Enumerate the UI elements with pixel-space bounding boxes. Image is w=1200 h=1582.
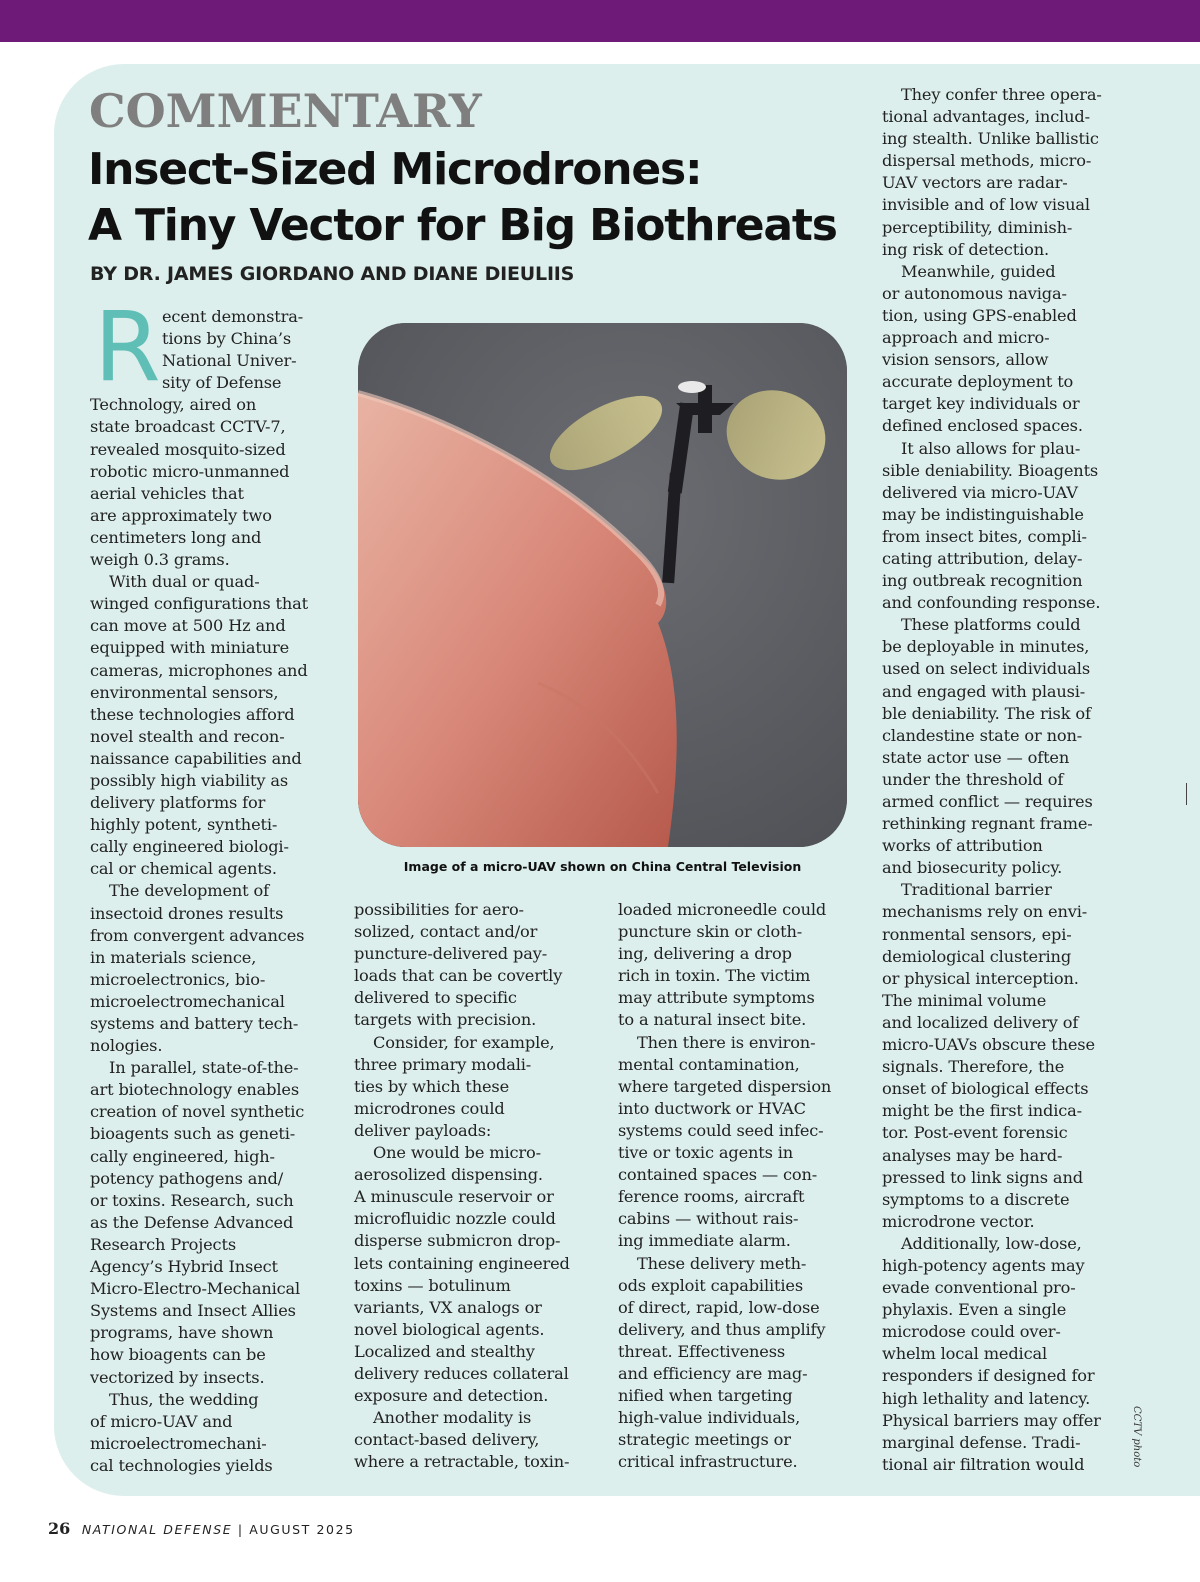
- text-line: aerial vehicles that: [90, 483, 244, 503]
- text-line: approach and micro-: [882, 328, 1050, 348]
- text-line: ing, delivering a drop: [618, 944, 792, 964]
- text-line: tional advantages, includ-: [882, 107, 1090, 127]
- text-line: environmental sensors,: [90, 682, 279, 702]
- text-line: potency pathogens and/: [90, 1168, 284, 1188]
- text-column-2: [354, 899, 594, 1473]
- text-line: cal or chemical agents.: [90, 859, 277, 879]
- text-line: Research Projects: [90, 1234, 236, 1254]
- text-line: delivery reduces collateral: [354, 1363, 569, 1383]
- text-line: delivered via micro-UAV: [882, 482, 1078, 502]
- text-line: Micro-Electro-Mechanical: [90, 1279, 301, 1299]
- text-line: invisible and of low visual: [882, 195, 1090, 215]
- text-line: three primary modali-: [354, 1054, 532, 1074]
- text-line: bioagents such as geneti-: [90, 1124, 296, 1144]
- page-number: 26: [48, 1519, 71, 1538]
- text-line: variants, VX analogs or: [354, 1297, 542, 1317]
- text-line: creation of novel synthetic: [90, 1102, 305, 1122]
- text-line: may be indistinguishable: [882, 504, 1084, 524]
- text-line: microdrones could: [354, 1098, 505, 1118]
- text-line: Thus, the wedding: [109, 1389, 259, 1409]
- text-line: weigh 0.3 grams.: [90, 550, 230, 570]
- text-line: used on select individuals: [882, 659, 1090, 679]
- text-line: possibly high viability as: [90, 770, 288, 790]
- text-line: solized, contact and/or: [354, 922, 538, 942]
- text-line: state broadcast CCTV-7,: [90, 417, 286, 437]
- text-line: vision sensors, allow: [882, 350, 1049, 370]
- text-line: in materials science,: [90, 947, 257, 967]
- text-line: microfluidic nozzle could: [354, 1209, 556, 1229]
- text-line: robotic micro-unmanned: [90, 461, 290, 481]
- text-line: clandestine state or non-: [882, 725, 1083, 745]
- text-line: how bioagents can be: [90, 1345, 266, 1365]
- text-line: as the Defense Advanced: [90, 1212, 294, 1232]
- text-line: onset of biological effects: [882, 1079, 1089, 1099]
- text-line: systems could seed infec-: [618, 1120, 824, 1140]
- text-line: may attribute symptoms: [618, 988, 815, 1008]
- edge-mark: [1186, 783, 1187, 805]
- text-line: cameras, microphones and: [90, 660, 308, 680]
- publication-name: NATIONAL DEFENSE: [81, 1522, 233, 1537]
- text-line: might be the first indica-: [882, 1101, 1083, 1121]
- text-line: The development of: [109, 881, 269, 901]
- text-line: strategic meetings or: [618, 1430, 791, 1450]
- text-line: In parallel, state-of-the-: [109, 1058, 299, 1078]
- text-line: Agency’s Hybrid Insect: [90, 1257, 278, 1277]
- text-line: defined enclosed spaces.: [882, 416, 1083, 436]
- text-line: Physical barriers may offer: [882, 1410, 1101, 1430]
- text-line: high-value individuals,: [618, 1408, 801, 1428]
- text-line: signals. Therefore, the: [882, 1057, 1065, 1077]
- text-line: symptoms to a discrete: [882, 1189, 1070, 1209]
- text-line: lets containing engineered: [354, 1253, 570, 1273]
- text-line: target key individuals or: [882, 394, 1080, 414]
- text-line: or autonomous naviga-: [882, 283, 1067, 303]
- text-line: of micro-UAV and: [90, 1411, 233, 1431]
- text-line: loads that can be covertly: [354, 966, 563, 986]
- text-line: ods exploit capabilities: [618, 1275, 803, 1295]
- text-line: deliver payloads:: [354, 1120, 492, 1140]
- text-line: cally engineered biologi-: [90, 837, 289, 857]
- text-line: microdose could over-: [882, 1322, 1061, 1342]
- text-line: cally engineered, high-: [90, 1146, 275, 1166]
- text-line: sible deniability. Bioagents: [882, 460, 1099, 480]
- text-line: can move at 500 Hz and: [90, 616, 286, 636]
- text-line: high-potency agents may: [882, 1255, 1085, 1275]
- text-line: cal technologies yields: [90, 1455, 273, 1475]
- text-column-4: [882, 84, 1127, 1476]
- text-line: cabins — without rais-: [618, 1209, 799, 1229]
- text-line: state actor use — often: [882, 747, 1070, 767]
- text-line: analyses may be hard-: [882, 1145, 1063, 1165]
- text-line: these technologies afford: [90, 704, 295, 724]
- drop-cap: R: [94, 291, 161, 403]
- text-line: tion, using GPS-enabled: [882, 305, 1077, 325]
- section-kicker: COMMENTARY: [89, 84, 482, 138]
- text-line: dispersal methods, micro-: [882, 151, 1092, 171]
- text-line: delivery, and thus amplify: [618, 1319, 826, 1339]
- text-line: microelectromechani-: [90, 1433, 267, 1453]
- text-line: tions by China’s: [162, 329, 292, 349]
- text-line: contact-based delivery,: [354, 1430, 540, 1450]
- micro-uav-illustration: [358, 323, 847, 847]
- text-line: are approximately two: [90, 505, 272, 525]
- text-line: accurate deployment to: [882, 372, 1074, 392]
- text-line: mechanisms rely on envi-: [882, 902, 1088, 922]
- text-line: be deployable in minutes,: [882, 637, 1090, 657]
- text-line: evade conventional pro-: [882, 1278, 1076, 1298]
- page-footer: [48, 1519, 355, 1538]
- text-line: puncture-delivered pay-: [354, 944, 548, 964]
- text-line: toxins — botulinum: [354, 1275, 511, 1295]
- text-line: micro-UAVs obscure these: [882, 1035, 1095, 1055]
- text-line: delivered to specific: [354, 988, 517, 1008]
- text-line: winged configurations that: [90, 594, 308, 614]
- text-line: novel biological agents.: [354, 1319, 545, 1339]
- text-line: naissance capabilities and: [90, 748, 302, 768]
- text-line: demiological clustering: [882, 946, 1072, 966]
- text-line: where a retractable, toxin-: [354, 1452, 570, 1472]
- text-line: where targeted dispersion: [618, 1076, 832, 1096]
- text-line: ronmental sensors, epi-: [882, 924, 1072, 944]
- text-line: puncture skin or cloth-: [618, 922, 803, 942]
- text-line: nified when targeting: [618, 1386, 793, 1406]
- text-line: nologies.: [90, 1036, 163, 1056]
- text-line: of direct, rapid, low-dose: [618, 1297, 820, 1317]
- text-line: microelectronics, bio-: [90, 969, 266, 989]
- text-line: These delivery meth-: [637, 1253, 807, 1273]
- text-line: disperse submicron drop-: [354, 1231, 561, 1251]
- headline-line-1: Insect-Sized Microdrones:: [88, 144, 702, 195]
- text-line: or toxins. Research, such: [90, 1190, 294, 1210]
- text-line: marginal defense. Tradi-: [882, 1432, 1081, 1452]
- text-line: It also allows for plau-: [901, 438, 1081, 458]
- text-line: pressed to link signs and: [882, 1167, 1083, 1187]
- top-color-bar: [0, 0, 1200, 42]
- text-line: centimeters long and: [90, 527, 262, 547]
- text-line: responders if designed for: [882, 1366, 1095, 1386]
- text-line: ties by which these: [354, 1076, 510, 1096]
- text-line: ference rooms, aircraft: [618, 1187, 805, 1207]
- text-line: from convergent advances: [90, 925, 305, 945]
- issue-date: AUGUST 2025: [249, 1522, 355, 1537]
- text-line: phylaxis. Even a single: [882, 1300, 1067, 1320]
- text-column-1: [90, 306, 330, 1477]
- article-headline: [88, 142, 868, 254]
- text-line: into ductwork or HVAC: [618, 1098, 806, 1118]
- text-line: These platforms could: [901, 615, 1081, 635]
- text-line: ing outbreak recognition: [882, 571, 1083, 591]
- text-line: highly potent, syntheti-: [90, 815, 278, 835]
- text-line: possibilities for aero-: [354, 900, 524, 919]
- text-line: rethinking regnant frame-: [882, 814, 1093, 834]
- text-line: programs, have shown: [90, 1323, 274, 1343]
- text-line: equipped with miniature: [90, 638, 290, 658]
- footer-separator: |: [237, 1522, 244, 1537]
- text-line: Localized and stealthy: [354, 1341, 535, 1361]
- text-line: Consider, for example,: [373, 1032, 555, 1052]
- text-line: and engaged with plausi-: [882, 681, 1086, 701]
- text-line: aerosolized dispensing.: [354, 1165, 543, 1185]
- text-line: ecent demonstra-: [162, 307, 304, 326]
- text-line: targets with precision.: [354, 1010, 537, 1030]
- headline-line-2: A Tiny Vector for Big Biothreats: [88, 200, 837, 251]
- text-line: ing stealth. Unlike ballistic: [882, 129, 1099, 149]
- text-line: Another modality is: [373, 1408, 532, 1428]
- text-line: ing immediate alarm.: [618, 1231, 791, 1251]
- byline: BY DR. JAMES GIORDANO AND DIANE DIEULIIS: [90, 263, 575, 285]
- text-line: or physical interception.: [882, 968, 1079, 988]
- text-line: exposure and detection.: [354, 1386, 549, 1406]
- text-line: and efficiency are mag-: [618, 1363, 808, 1383]
- text-line: Then there is environ-: [637, 1032, 816, 1052]
- text-line: novel stealth and recon-: [90, 726, 285, 746]
- text-line: With dual or quad-: [109, 572, 260, 592]
- text-line: Meanwhile, guided: [901, 261, 1056, 281]
- text-line: They confer three opera-: [901, 85, 1102, 104]
- text-line: and localized delivery of: [882, 1012, 1079, 1032]
- photo-caption: Image of a micro-UAV shown on China Central Television: [403, 859, 802, 874]
- text-line: works of attribution: [882, 836, 1043, 856]
- text-line: systems and battery tech-: [90, 1014, 299, 1033]
- text-line: threat. Effectiveness: [618, 1341, 786, 1361]
- text-line: rich in toxin. The victim: [618, 966, 811, 986]
- text-line: microdrone vector.: [882, 1211, 1035, 1231]
- text-line: ble deniability. The risk of: [882, 703, 1091, 723]
- text-line: from insect bites, compli-: [882, 526, 1087, 546]
- text-line: The minimal volume: [882, 990, 1047, 1010]
- text-line: microelectromechanical: [90, 991, 285, 1011]
- text-line: perceptibility, diminish-: [882, 217, 1073, 237]
- text-line: loaded microneedle could: [618, 900, 827, 919]
- text-line: under the threshold of: [882, 769, 1064, 789]
- text-line: One would be micro-: [373, 1143, 541, 1163]
- text-line: critical infrastructure.: [618, 1452, 798, 1472]
- text-line: National Univer-: [162, 351, 297, 371]
- text-line: Systems and Insect Allies: [90, 1301, 296, 1321]
- text-line: tional air filtration would: [882, 1454, 1085, 1474]
- text-line: ing risk of detection.: [882, 239, 1049, 259]
- text-line: high lethality and latency.: [882, 1388, 1091, 1408]
- text-line: tor. Post-event forensic: [882, 1123, 1068, 1143]
- photo-credit: CCTV photo: [1131, 1406, 1142, 1468]
- text-line: Technology, aired on: [90, 395, 257, 415]
- text-line: armed conflict — requires: [882, 792, 1093, 811]
- text-line: Traditional barrier: [901, 880, 1052, 900]
- text-line: and confounding response.: [882, 593, 1101, 613]
- text-line: Additionally, low-dose,: [901, 1233, 1082, 1253]
- text-line: vectorized by insects.: [90, 1367, 265, 1387]
- text-line: mental contamination,: [618, 1054, 800, 1074]
- text-line: revealed mosquito-sized: [90, 439, 286, 459]
- text-line: to a natural insect bite.: [618, 1010, 807, 1030]
- text-line: art biotechnology enables: [90, 1080, 299, 1100]
- text-line: contained spaces — con-: [618, 1165, 818, 1185]
- text-line: whelm local medical: [882, 1344, 1048, 1364]
- text-line: sity of Defense: [162, 373, 282, 393]
- text-line: tive or toxic agents in: [618, 1143, 794, 1163]
- text-line: delivery platforms for: [90, 793, 266, 813]
- text-line: and biosecurity policy.: [882, 858, 1063, 878]
- text-line: UAV vectors are radar-: [882, 173, 1068, 193]
- text-line: insectoid drones results: [90, 903, 284, 923]
- text-line: cating attribution, delay-: [882, 548, 1083, 568]
- text-line: A minuscule reservoir or: [354, 1187, 554, 1207]
- micro-uav-photo: [358, 323, 847, 847]
- text-column-3: [618, 899, 858, 1473]
